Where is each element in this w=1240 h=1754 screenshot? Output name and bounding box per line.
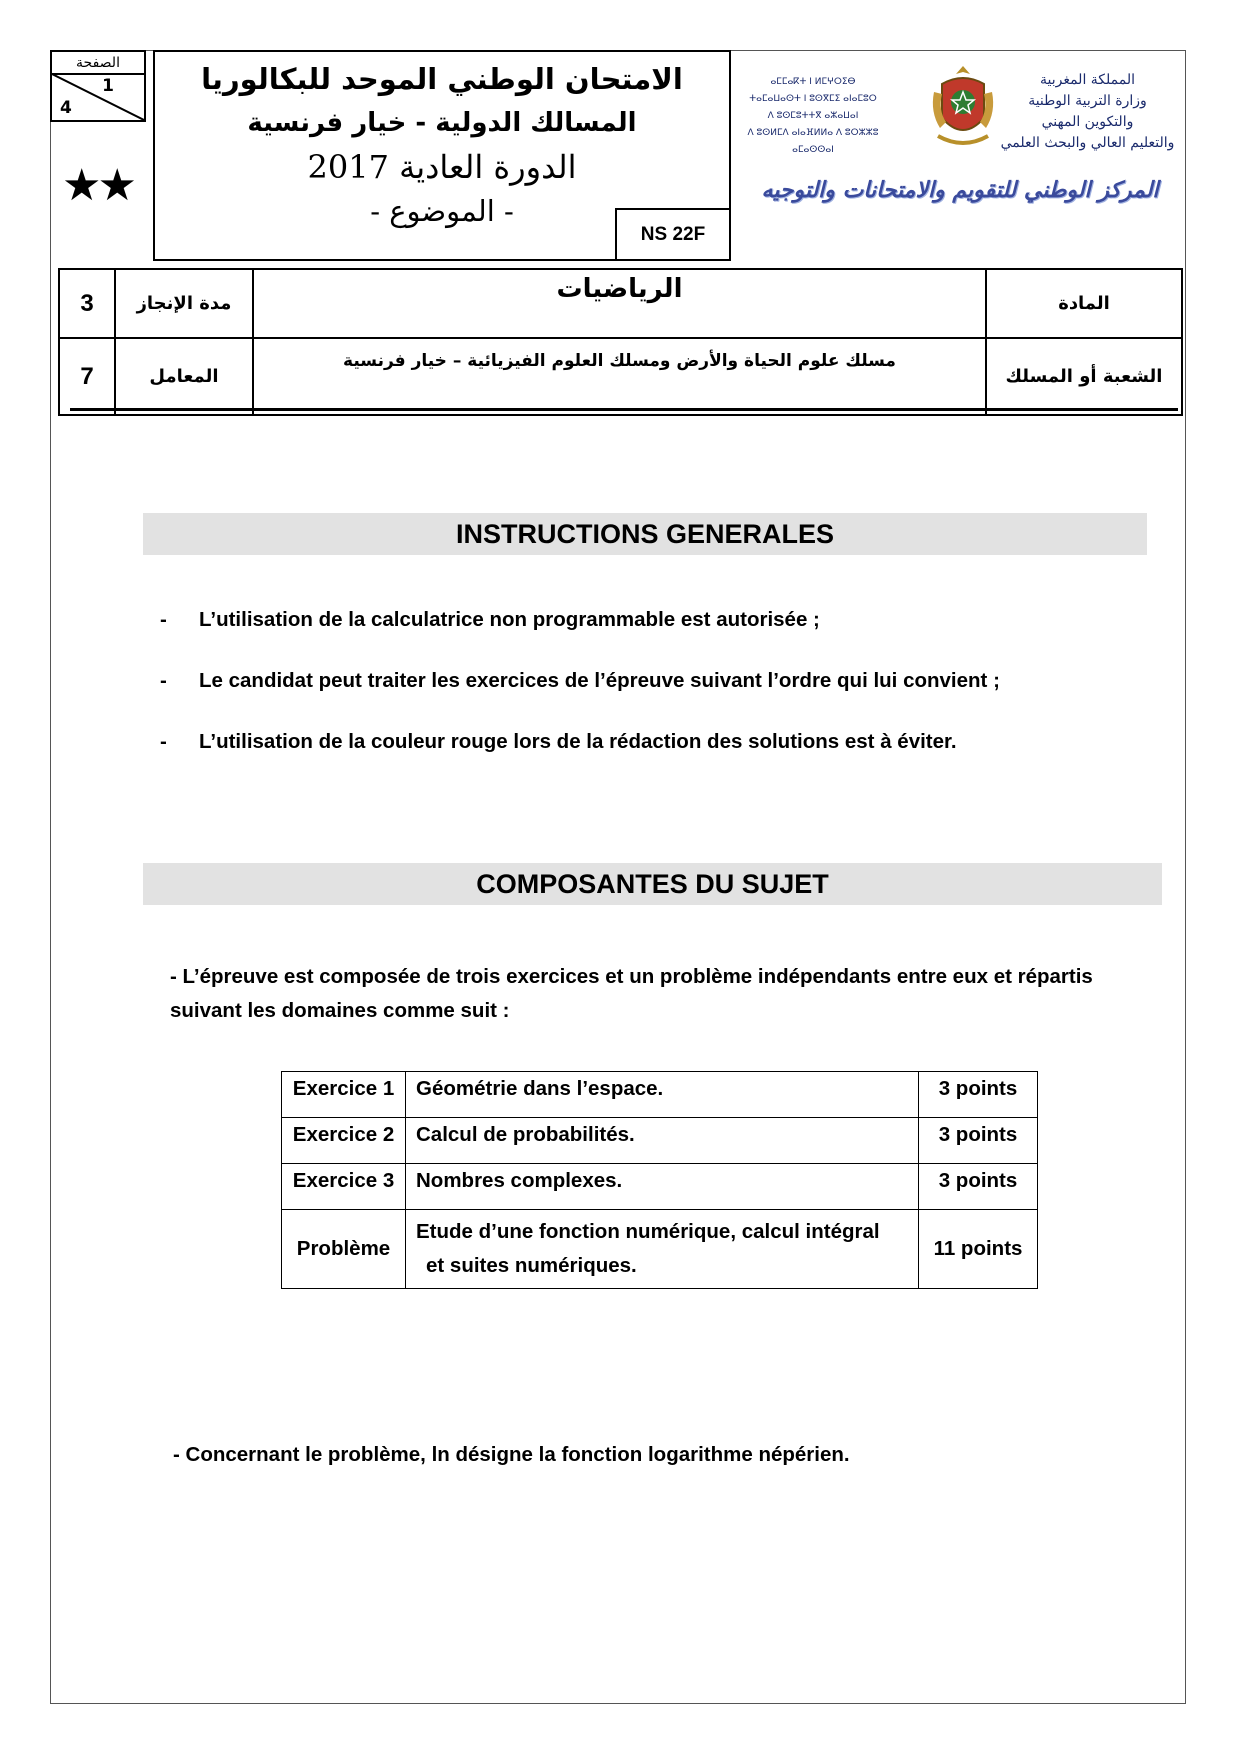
ministry-line: والتعليم العالي والبحث العلمي — [1000, 135, 1175, 151]
ministry-line: والتكوين المهني — [1041, 114, 1134, 130]
exam-session: الدورة العادية 2017 — [307, 148, 577, 186]
exercise-name: Exercice 2 — [282, 1118, 406, 1164]
track-label: الشعبة أو المسلك — [986, 338, 1182, 415]
exercise-name: Exercice 1 — [282, 1072, 406, 1118]
exam-track: المسالك الدولية - خيار فرنسية — [247, 108, 637, 138]
exercise-topic: Géométrie dans l’espace. — [406, 1072, 919, 1118]
coefficient-value: 7 — [59, 338, 115, 415]
intro-line: - L’épreuve est composée de trois exercices et un problème indépendants entre eux et répartis — [170, 965, 1093, 988]
exercise-points: 11 points — [919, 1210, 1038, 1289]
exam-title: الامتحان الوطني الموحد للبكالوريا — [201, 62, 683, 96]
instructions-title: INSTRUCTIONS GENERALES — [143, 513, 1147, 555]
instruction-text: L’utilisation de la couleur rouge lors de la rédaction des solutions est à éviter. — [199, 730, 957, 753]
page-label: الصفحة — [52, 53, 144, 75]
coefficient-label: المعامل — [115, 338, 253, 415]
table-row — [282, 1164, 1038, 1210]
difficulty-stars: ★★ — [62, 160, 133, 211]
page-counter — [50, 50, 146, 122]
tifinagh-line: ⴰⵎⵎⴰⴽⵜ ⵏ ⵍⵎⵖⵔⵉⴱ — [770, 77, 856, 87]
subject-label: المادة — [986, 269, 1182, 338]
track-value: مسلك علوم الحياة والأرض ومسلك العلوم الفيزيائية – خيار فرنسية — [253, 338, 986, 415]
bullet-dash: - — [160, 608, 167, 631]
subject-type: - الموضوع - — [370, 194, 514, 228]
instruction-text: Le candidat peut traiter les exercices de l’épreuve suivant l’ordre qui lui convient ; — [199, 669, 1000, 692]
page-total: 4 — [60, 98, 72, 118]
intro-line: suivant les domaines comme suit : — [170, 999, 510, 1022]
topic-line: et suites numériques. — [426, 1254, 637, 1277]
exam-info-table — [58, 268, 1183, 416]
coat-of-arms-icon — [928, 62, 998, 152]
duration-label: مدة الإنجاز — [115, 269, 253, 338]
table-row — [282, 1072, 1038, 1118]
exercise-topic — [406, 1210, 919, 1289]
duration-value: 3 — [59, 269, 115, 338]
instruction-item — [160, 608, 820, 632]
topic-line: Etude d’une fonction numérique, calcul intégral — [416, 1220, 880, 1243]
components-title: COMPOSANTES DU SUJET — [143, 863, 1162, 905]
tifinagh-line: ⵜⴰⵎⴰⵡⴰⵙⵜ ⵏ ⵓⵙⴳⵎⵉ ⴰⵏⴰⵎⵓⵔ — [749, 94, 877, 104]
problem-note: - Concernant le problème, ln désigne la fonction logarithme népérien. — [173, 1443, 850, 1466]
components-intro — [170, 960, 1150, 1028]
table-row — [282, 1210, 1038, 1289]
instruction-item — [160, 730, 957, 754]
exercise-points: 3 points — [919, 1118, 1038, 1164]
table-row — [282, 1118, 1038, 1164]
ministry-name — [990, 70, 1185, 154]
header-divider — [70, 408, 1178, 411]
exercise-topic: Calcul de probabilités. — [406, 1118, 919, 1164]
evaluation-center-name: المركز الوطني للتقويم والامتحانات والتوجيه — [761, 178, 1159, 203]
tifinagh-line: ⴷ ⵓⵙⵍⵎⴷ ⴰⵏⴰⴼⵍⵍⴰ ⴷ ⵓⵔⵣⵣⵓ ⴰⵎⴰⵙⵙⴰⵏ — [747, 128, 879, 155]
ministry-line: وزارة التربية الوطنية — [1028, 93, 1147, 109]
bullet-dash: - — [160, 669, 167, 692]
subject-value: الرياضيات — [253, 269, 986, 338]
components-table — [281, 1071, 1038, 1289]
exam-code: NS 22F — [615, 208, 731, 261]
tifinagh-line: ⴷ ⵓⵙⵎⵓⵜⵜⴳ ⴰⵣⴰⵡⴰⵏ — [767, 111, 859, 121]
tifinagh-ministry-name — [733, 74, 893, 159]
exercise-name: Exercice 3 — [282, 1164, 406, 1210]
exercise-points: 3 points — [919, 1072, 1038, 1118]
ministry-line: المملكة المغربية — [1039, 72, 1136, 88]
bullet-dash: - — [160, 730, 167, 753]
instruction-item — [160, 669, 1000, 693]
exercise-name: Problème — [282, 1210, 406, 1289]
page-current: 1 — [102, 76, 114, 96]
exercise-topic: Nombres complexes. — [406, 1164, 919, 1210]
instruction-text: L’utilisation de la calculatrice non programmable est autorisée ; — [199, 608, 820, 631]
exercise-points: 3 points — [919, 1164, 1038, 1210]
